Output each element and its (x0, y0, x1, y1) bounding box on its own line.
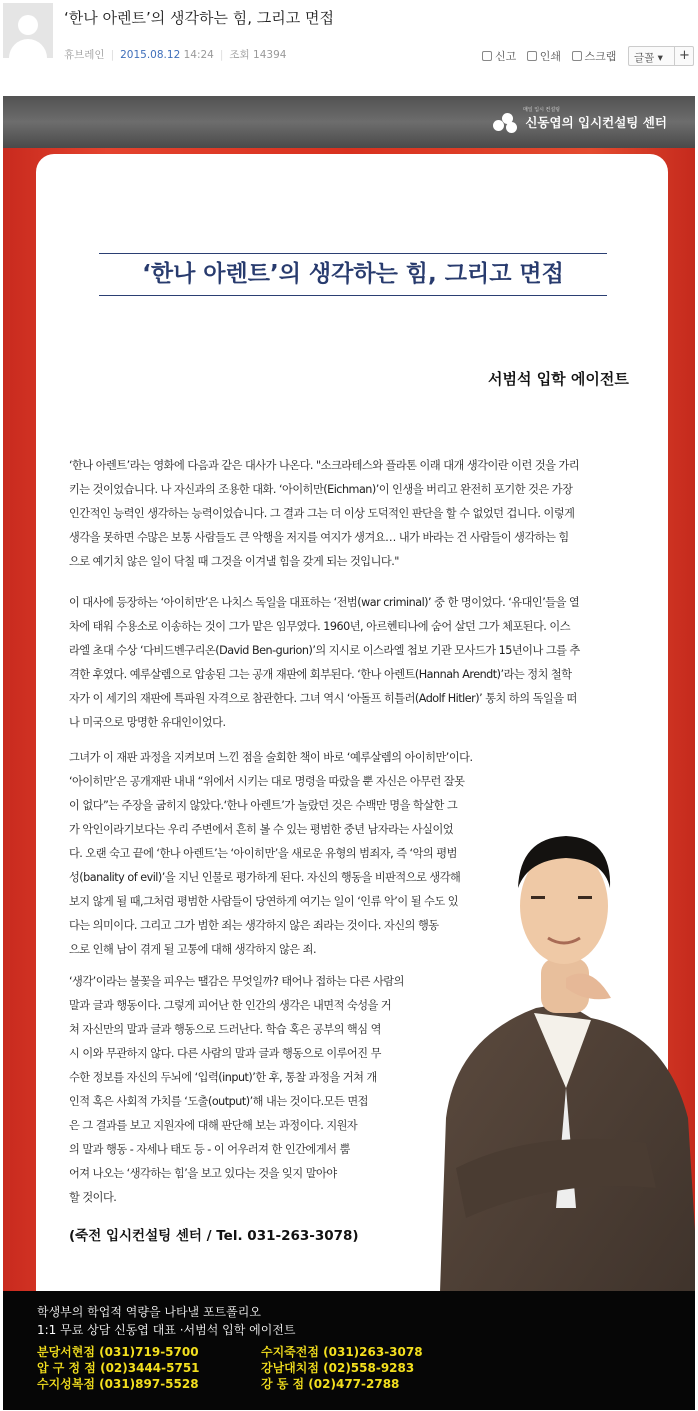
lock-icon (482, 51, 492, 61)
post-tools (482, 48, 623, 64)
logo-subtext: 매일 입시 컨설팅 (523, 107, 560, 113)
title-rule (99, 295, 607, 296)
logo-mark-icon (493, 113, 517, 133)
logo-text: 신동엽의 입시컨설팅 센터 (525, 115, 667, 130)
footer-tagline: 1:1 무료 상담 신동엽 대표 ·서범석 입학 에이전트 (37, 1323, 296, 1337)
article-poster (3, 96, 695, 1410)
view-count: 조회 14394 (229, 49, 287, 61)
avatar[interactable] (3, 3, 53, 58)
poster-banner (3, 96, 695, 148)
author-link[interactable]: 휴브레인 (64, 49, 105, 61)
font-increase-button[interactable]: + (679, 48, 690, 63)
paragraph-3: 그녀가 이 재판 과정을 지켜보며 느낀 점을 술회한 책이 바로 ‘예루살렘의 아이히만’이다. ‘아이히만’은 공개재판 내내 “위에서 시키는 대로 명령을 따랐을 뿐 자신은 아무런 잘못 이 없다”는 주장을 굽히지 않았다.‘한나 아렌트’가 놀랐던 것은 수백만 명을 학살한 그 가 악인이라기보다는 우리 주변에서 흔히 볼 수 있는 평범한 중년 남자라는 사실이었 다. 오랜 숙고 끝에 ‘한나 아렌트’는 ‘아이히만’을 새로운 유형의 범죄자, 즉 ‘악의 평범 성(banality of evil)’을 지닌 인물로 평가하게 된다. 자신의 행동을 비판적으로 생각해 보지 않게 될 때,그처럼 평범한 사람들이 당연하게 여기는 일이 ‘인류 악’이 될 수도 있 다는 의미이다. 그리고 그가 범한 죄는 생각하지 않은 죄라는 것이다. 자신의 행동 으로 인해 남이 겪게 될 고통에 대해 생각하지 않은 죄. (69, 751, 473, 956)
footer-tagline: 학생부의 학업적 역량을 나타낼 포트폴리오 (37, 1305, 261, 1319)
paragraph-2: 이 대사에 등장하는 ‘아이히만’은 나치스 독일을 대표하는 ‘전범(war criminal)’ 중 한 명이었다. ‘유대인’들을 열 차에 태워 수용소로 이송하는 것이 그가 맡은 임무였다. 1960년, 아르헨티나에 숨어 살던 그가 체포된다. 이스 라엘 초대 수상 ‘다비드벤구리온(David Ben-gurion)’의 지시로 이스라엘 첩보 기관 모사드가 15년이나 그를 추 격한 후였다. 예루살렘으로 압송된 그는 공개 재판에 회부된다. ‘한나 아렌트(Hannah Arendt)’라는 정치 철학 자가 이 세기의 재판에 특파원 자격으로 참관한다. 그녀 역시 ‘아돌프 히틀러(Adolf Hitler)’ 통치 하의 독일을 떠 나 미국으로 망명한 유대인이었다. (69, 596, 580, 729)
font-size-control[interactable] (628, 46, 694, 66)
post-title: ‘한나 아렌트’의 생각하는 힘, 그리고 면접 (64, 9, 334, 27)
print-icon (527, 51, 537, 61)
poster-footer (3, 1291, 695, 1410)
paragraph-4: ‘생각’이라는 불꽃을 피우는 땔감은 무엇일까? 태어나 접하는 다른 사람의 말과 글과 행동이다. 그렇게 피어난 한 인간의 생각은 내면적 숙성을 거 쳐 자신만의 말과 글과 행동으로 드러난다. 학습 혹은 공부의 핵심 역 시 이와 무관하지 않다. 다른 사람의 말과 글과 행동으로 이루어진 무 수한 정보를 자신의 두뇌에 ‘입력(input)’한 후, 통찰 과정을 거쳐 개 인적 혹은 사회적 가치를 ‘도출(output)’해 내는 것이다.모든 면접 은 그 결과를 보고 지원자에 대해 판단해 보는 과정이다. 지원자 의 말과 행동 - 자세나 태도 등 - 이 어우러져 한 인간에게서 뿜 어져 나오는 ‘생각하는 힘’을 보고 있다는 것을 잊지 말아야 할 것이다. (69, 975, 404, 1204)
scrap-icon (572, 51, 582, 61)
report-button[interactable]: 신고 (482, 50, 516, 63)
brand-logo (493, 107, 667, 133)
branch-item: 강 동 점 (02)477-2788 (261, 1377, 400, 1391)
paragraph-1: ‘한나 아렌트’라는 영화에 다음과 같은 대사가 나온다. "소크라테스와 플라톤 이래 대개 생각이란 이런 것을 가리 키는 것이었습니다. 나 자신과의 조용한 대화. ‘아이히만(Eichman)’이 인생을 버리고 완전히 포기한 것은 가장 인간적인 능력인 생각하는 능력이었습니다. 그 결과 그는 더 이상 도덕적인 판단을 할 수 없었던 겁니다. 이렇게 생각을 못하면 수많은 보통 사람들도 큰 악행을 저지를 여지가 생겨요… 내가 바라는 건 사람들이 생각하는 힘 으로 예기치 않은 일이 닥칠 때 그것을 이겨낼 힘을 갖게 되는 것입니다." (69, 459, 580, 568)
article-title: ‘한나 아렌트’의 생각하는 힘, 그리고 면접 (142, 261, 564, 287)
article-author: 서범석 입학 에이전트 (488, 370, 629, 388)
branch-item: 분당서현점 (031)719-5700 (37, 1345, 199, 1359)
branch-item: 강남대치점 (02)558-9283 (261, 1361, 415, 1375)
post-time: 14:24 (183, 49, 214, 61)
post-header (0, 0, 698, 82)
contact-info: (죽전 입시컨설팅 센터 / Tel. 031-263-3078) (69, 1228, 359, 1244)
print-button[interactable]: 인쇄 (527, 50, 561, 63)
scrap-button[interactable]: 스크랩 (572, 50, 617, 63)
branch-item: 압 구 정 점 (02)3444-5751 (37, 1361, 200, 1375)
post-meta: 휴브레인 | 2015.08.12 14:24 | 조회 14394 (64, 49, 287, 61)
post-date: 2015.08.12 (120, 49, 181, 61)
branch-item: 수지성복점 (031)897-5528 (37, 1377, 199, 1391)
font-select[interactable]: 글꼴 ▾ (634, 52, 663, 64)
branch-item: 수지죽전점 (031)263-3078 (261, 1345, 423, 1359)
